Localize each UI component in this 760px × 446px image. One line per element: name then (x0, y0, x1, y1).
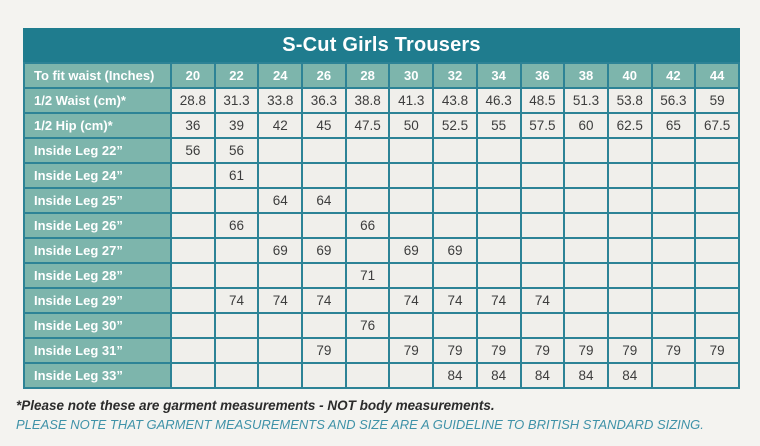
data-cell (565, 214, 607, 237)
data-cell: 42 (259, 114, 301, 137)
data-cell (303, 314, 345, 337)
data-cell: 69 (303, 239, 345, 262)
data-cell (522, 214, 564, 237)
data-cell: 84 (434, 364, 476, 387)
data-cell (259, 164, 301, 187)
table-row (25, 164, 738, 187)
data-cell: 74 (216, 289, 258, 312)
data-cell (434, 139, 476, 162)
data-cell: 69 (259, 239, 301, 262)
data-cell (303, 364, 345, 387)
data-cell: 74 (434, 289, 476, 312)
data-cell: 64 (303, 189, 345, 212)
data-cell: 66 (216, 214, 258, 237)
data-cell (565, 264, 607, 287)
data-cell: 79 (522, 339, 564, 362)
data-cell: 76 (347, 314, 389, 337)
data-cell (522, 264, 564, 287)
data-cell (522, 239, 564, 262)
data-cell (347, 189, 389, 212)
data-cell (390, 264, 432, 287)
data-cell: 61 (216, 164, 258, 187)
data-cell (609, 264, 651, 287)
data-cell (565, 139, 607, 162)
header-size-cell: 44 (696, 64, 738, 87)
data-cell: 74 (259, 289, 301, 312)
data-cell (653, 239, 695, 262)
header-size-cell: 38 (565, 64, 607, 87)
data-cell: 55 (478, 114, 520, 137)
data-cell (565, 314, 607, 337)
data-cell: 79 (390, 339, 432, 362)
data-cell: 84 (565, 364, 607, 387)
data-cell (172, 314, 214, 337)
data-cell (434, 164, 476, 187)
data-cell (216, 364, 258, 387)
data-cell (259, 339, 301, 362)
header-size-cell: 22 (216, 64, 258, 87)
data-cell: 64 (259, 189, 301, 212)
data-cell: 69 (434, 239, 476, 262)
table-row (25, 114, 738, 137)
data-cell: 60 (565, 114, 607, 137)
data-cell: 46.3 (478, 89, 520, 112)
data-cell (172, 289, 214, 312)
data-cell (172, 189, 214, 212)
data-cell: 56 (172, 139, 214, 162)
data-cell: 66 (347, 214, 389, 237)
data-cell (434, 189, 476, 212)
data-cell (696, 364, 738, 387)
data-cell: 79 (653, 339, 695, 362)
data-cell (478, 139, 520, 162)
data-cell: 36.3 (303, 89, 345, 112)
data-cell (172, 364, 214, 387)
row-label-cell: Inside Leg 29” (25, 289, 170, 312)
data-cell (653, 264, 695, 287)
row-label-cell: Inside Leg 31” (25, 339, 170, 362)
data-cell: 51.3 (565, 89, 607, 112)
data-cell: 84 (609, 364, 651, 387)
header-size-cell: 20 (172, 64, 214, 87)
table-row (25, 339, 738, 362)
row-label-cell: Inside Leg 25” (25, 189, 170, 212)
data-cell (216, 264, 258, 287)
data-cell (347, 339, 389, 362)
data-cell (696, 189, 738, 212)
header-size-cell: 34 (478, 64, 520, 87)
table-row (25, 264, 738, 287)
table-row (25, 364, 738, 387)
row-label-cell: Inside Leg 24” (25, 164, 170, 187)
data-cell: 74 (478, 289, 520, 312)
data-cell (696, 164, 738, 187)
size-chart-table (23, 28, 740, 389)
data-cell: 50 (390, 114, 432, 137)
header-size-cell: 36 (522, 64, 564, 87)
data-cell (390, 164, 432, 187)
data-cell: 65 (653, 114, 695, 137)
data-cell (653, 314, 695, 337)
data-cell (259, 139, 301, 162)
data-cell (434, 264, 476, 287)
table-row (25, 89, 738, 112)
data-cell (216, 314, 258, 337)
data-cell (172, 164, 214, 187)
row-label-cell: 1/2 Hip (cm)* (25, 114, 170, 137)
table-row (25, 189, 738, 212)
data-cell (478, 214, 520, 237)
data-cell: 79 (696, 339, 738, 362)
data-cell (696, 214, 738, 237)
data-cell: 84 (478, 364, 520, 387)
data-cell (565, 164, 607, 187)
data-cell (347, 164, 389, 187)
data-cell (696, 314, 738, 337)
data-cell (478, 164, 520, 187)
data-cell (522, 189, 564, 212)
header-label-cell: To fit waist (Inches) (25, 64, 170, 87)
data-cell: 74 (303, 289, 345, 312)
data-cell (259, 264, 301, 287)
data-cell: 79 (565, 339, 607, 362)
data-cell (565, 239, 607, 262)
data-cell (172, 239, 214, 262)
data-cell: 79 (609, 339, 651, 362)
data-cell (434, 214, 476, 237)
data-cell (259, 214, 301, 237)
table-row (25, 214, 738, 237)
data-cell: 67.5 (696, 114, 738, 137)
data-cell (696, 239, 738, 262)
data-cell (565, 189, 607, 212)
data-cell (522, 314, 564, 337)
header-size-cell: 24 (259, 64, 301, 87)
data-cell: 57.5 (522, 114, 564, 137)
header-size-cell: 26 (303, 64, 345, 87)
data-cell: 43.8 (434, 89, 476, 112)
row-label-cell: Inside Leg 27” (25, 239, 170, 262)
data-cell: 47.5 (347, 114, 389, 137)
data-cell (653, 189, 695, 212)
data-cell (390, 364, 432, 387)
table-row (25, 289, 738, 312)
data-cell (609, 314, 651, 337)
table-title: S-Cut Girls Trousers (23, 28, 740, 62)
data-cell (565, 289, 607, 312)
data-cell (216, 339, 258, 362)
data-cell (172, 339, 214, 362)
data-cell: 79 (303, 339, 345, 362)
data-cell: 39 (216, 114, 258, 137)
data-cell: 52.5 (434, 114, 476, 137)
data-cell: 56 (216, 139, 258, 162)
data-cell (478, 264, 520, 287)
data-cell: 45 (303, 114, 345, 137)
data-cell: 69 (390, 239, 432, 262)
data-cell (609, 164, 651, 187)
header-size-cell: 30 (390, 64, 432, 87)
data-cell (478, 314, 520, 337)
header-size-cell: 28 (347, 64, 389, 87)
header-row (25, 64, 738, 87)
header-size-cell: 42 (653, 64, 695, 87)
data-cell (609, 214, 651, 237)
data-cell (696, 264, 738, 287)
data-cell (172, 264, 214, 287)
data-cell: 79 (478, 339, 520, 362)
data-cell (653, 289, 695, 312)
data-cell (303, 139, 345, 162)
british-standard-sizing-note: PLEASE NOTE THAT GARMENT MEASUREMENTS AND SIZE ARE A GUIDELINE TO BRITISH STANDARD SIZING. (16, 417, 704, 432)
data-cell: 79 (434, 339, 476, 362)
table-row (25, 314, 738, 337)
data-cell (609, 239, 651, 262)
row-label-cell: Inside Leg 22” (25, 139, 170, 162)
data-cell: 28.8 (172, 89, 214, 112)
data-cell (216, 239, 258, 262)
data-cell: 31.3 (216, 89, 258, 112)
data-cell: 48.5 (522, 89, 564, 112)
data-cell (653, 364, 695, 387)
data-cell (653, 214, 695, 237)
data-cell: 56.3 (653, 89, 695, 112)
data-cell (303, 264, 345, 287)
data-cell: 41.3 (390, 89, 432, 112)
data-cell: 74 (390, 289, 432, 312)
data-cell (696, 139, 738, 162)
data-cell (434, 314, 476, 337)
row-label-cell: Inside Leg 26” (25, 214, 170, 237)
table-row (25, 139, 738, 162)
row-label-cell: Inside Leg 33” (25, 364, 170, 387)
data-cell (478, 239, 520, 262)
data-cell (390, 139, 432, 162)
data-cell: 38.8 (347, 89, 389, 112)
data-cell (216, 189, 258, 212)
data-cell (259, 364, 301, 387)
data-cell: 59 (696, 89, 738, 112)
header-size-cell: 32 (434, 64, 476, 87)
data-cell (390, 214, 432, 237)
data-cell (478, 189, 520, 212)
table-row (25, 239, 738, 262)
data-cell (347, 364, 389, 387)
data-cell (390, 314, 432, 337)
data-cell (259, 314, 301, 337)
data-cell: 74 (522, 289, 564, 312)
data-cell (522, 164, 564, 187)
data-cell (653, 164, 695, 187)
data-cell: 53.8 (609, 89, 651, 112)
data-cell: 71 (347, 264, 389, 287)
row-label-cell: Inside Leg 30” (25, 314, 170, 337)
data-cell (347, 239, 389, 262)
data-cell (696, 289, 738, 312)
row-label-cell: Inside Leg 28” (25, 264, 170, 287)
data-cell (172, 214, 214, 237)
data-cell: 62.5 (609, 114, 651, 137)
row-label-cell: 1/2 Waist (cm)* (25, 89, 170, 112)
garment-measurement-note: *Please note these are garment measurements - NOT body measurements. (16, 398, 495, 413)
header-size-cell: 40 (609, 64, 651, 87)
data-cell: 84 (522, 364, 564, 387)
data-cell: 33.8 (259, 89, 301, 112)
size-chart-grid (23, 62, 740, 389)
data-cell (609, 289, 651, 312)
data-cell (609, 139, 651, 162)
data-cell (653, 139, 695, 162)
data-cell (303, 214, 345, 237)
data-cell: 36 (172, 114, 214, 137)
data-cell (522, 139, 564, 162)
data-cell (347, 289, 389, 312)
data-cell (347, 139, 389, 162)
data-cell (390, 189, 432, 212)
data-cell (609, 189, 651, 212)
data-cell (303, 164, 345, 187)
